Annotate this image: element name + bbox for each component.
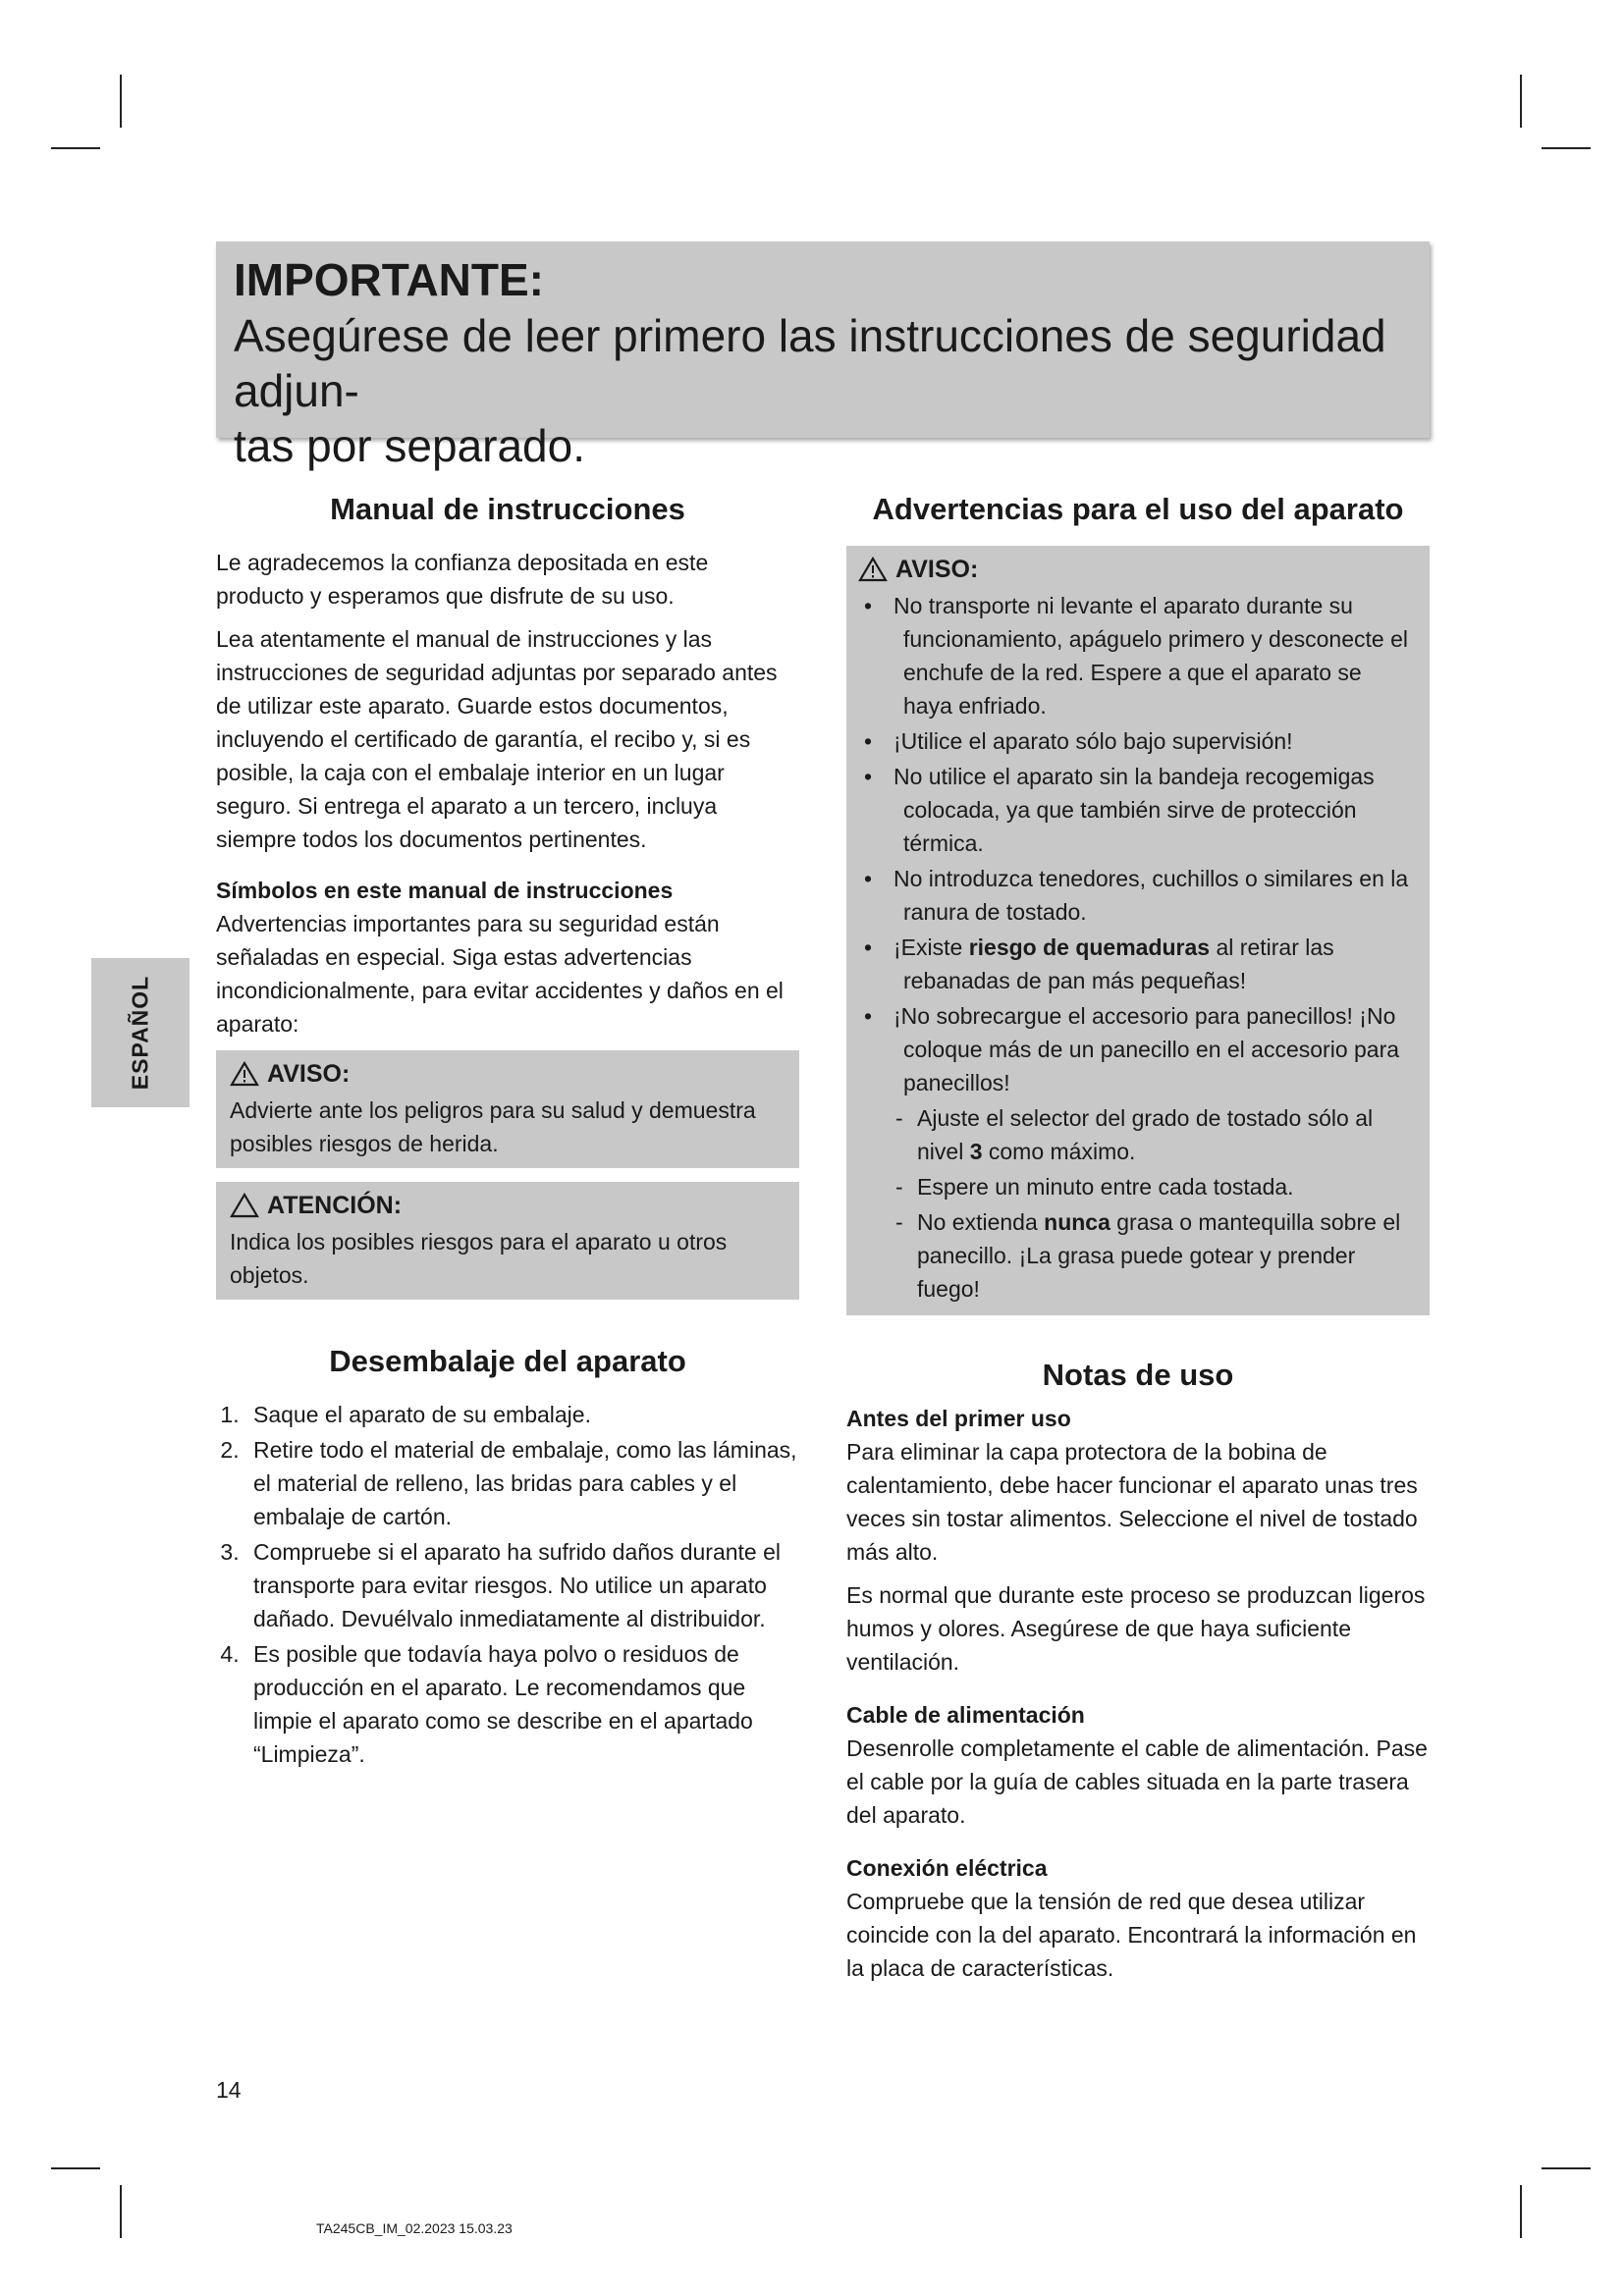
banner-line-1: Asegúrese de leer primero las instrucciones de seguridad adjun- [234, 310, 1386, 416]
crop-mark [1520, 75, 1522, 128]
list-item: 2. Retire todo el material de embalaje, como las láminas, el material de relleno, las bridas para cables y el embalaje de cartón. [245, 1433, 799, 1533]
banner-title: IMPORTANTE: [234, 254, 545, 305]
usage-warning-box [846, 546, 1430, 1315]
crop-mark [1520, 2185, 1522, 2238]
symbols-text: Advertencias importantes para su seguridad están señaladas en especial. Siga estas advertencias incondicionalmente, para evitar accidentes y daños en el aparato: [216, 911, 784, 1037]
atencion-box [216, 1182, 799, 1300]
connection-text: Compruebe que la tensión de red que desea utilizar coincide con la del aparato. Encontrará la información en la placa de características. [846, 1889, 1417, 1981]
crop-mark [51, 147, 100, 149]
list-item: • No utilice el aparato sin la bandeja recogemigas colocada, ya que también sirve de protección térmica. [854, 760, 1416, 860]
atencion-title: ATENCIÓN: [267, 1192, 403, 1219]
list-item: - No extienda nunca grasa o mantequilla sobre el panecillo. ¡La grasa puede gotear y prender fuego! [893, 1205, 1416, 1306]
crop-mark [1542, 2167, 1591, 2169]
list-item: • No transporte ni levante el aparato durante su funcionamiento, apáguelo primero y desconecte el enchufe de la red. Espere a que el aparato se haya enfriado. [854, 589, 1416, 722]
caution-icon [230, 1193, 259, 1218]
list-item: • ¡No sobrecargue el accesorio para panecillos! ¡No coloque más de un panecillo en el accesorio para panecillos! [854, 999, 1416, 1099]
aviso-text: Advierte ante los peligros para su salud y demuestra posibles riesgos de herida. [230, 1097, 756, 1156]
list-item: 3. Compruebe si el aparato ha sufrido daños durante el transporte para evitar riesgos. No utilice un aparato dañado. Devuélvalo inmediatamente al distribuidor. [245, 1535, 799, 1635]
list-item: - Espere un minuto entre cada tostada. [893, 1170, 1416, 1203]
warning-icon [858, 557, 888, 582]
page-number: 14 [216, 2077, 242, 2103]
intro-paragraph: Le agradecemos la confianza depositada en este producto y esperamos que disfrute de su uso. [216, 550, 709, 609]
list-item: 1. Saque el aparato de su embalaje. [245, 1398, 799, 1431]
language-tab-label: ESPAÑOL [127, 975, 153, 1091]
crop-mark [120, 2185, 122, 2238]
warning-list [854, 589, 1416, 1099]
list-item: • ¡Existe riesgo de quemaduras al retirar las rebanadas de pan más pequeñas! [854, 931, 1416, 997]
atencion-text: Indica los posibles riesgos para el aparato u otros objetos. [230, 1229, 728, 1288]
first-use-text-2: Es normal que durante este proceso se produzcan ligeros humos y olores. Asegúrese de que haya suficiente ventilación. [846, 1582, 1426, 1675]
cable-title: Cable de alimentación [846, 1702, 1085, 1728]
crop-mark [120, 75, 122, 128]
right-column [846, 483, 1430, 1995]
notes-title: Notas de uso [1042, 1358, 1234, 1392]
banner-line-2: tas por separado. [234, 420, 586, 471]
list-item: • No introduzca tenedores, cuchillos o similares en la ranura de tostado. [854, 862, 1416, 929]
important-banner [216, 241, 1430, 471]
symbols-title: Símbolos en este manual de instrucciones [216, 878, 674, 903]
list-item: • ¡Utilice el aparato sólo bajo supervisión! [854, 724, 1416, 758]
warnings-title: Advertencias para el uso del aparato [872, 492, 1404, 526]
unpack-list [216, 1398, 799, 1771]
list-item: 4. Es posible que todavía haya polvo o residuos de producción en el aparato. Le recomendamos que limpie el aparato como se describe en el apartado “Limpieza”. [245, 1637, 799, 1771]
warning-icon [230, 1061, 259, 1087]
crop-mark [1542, 147, 1591, 149]
aviso-title: AVISO: [895, 556, 979, 583]
language-tab [91, 958, 189, 1107]
rolls-sublist [854, 1101, 1416, 1306]
manual-title: Manual de instrucciones [330, 492, 685, 526]
connection-title: Conexión eléctrica [846, 1855, 1048, 1881]
unpack-title: Desembalaje del aparato [329, 1344, 686, 1378]
list-item: - Ajuste el selector del grado de tostado sólo al nivel 3 como máximo. [893, 1101, 1416, 1168]
aviso-box [216, 1050, 799, 1168]
first-use-title: Antes del primer uso [846, 1406, 1071, 1431]
aviso-title: AVISO: [267, 1060, 351, 1088]
cable-text: Desenrolle completamente el cable de alimentación. Pase el cable por la guía de cables situada en la parte trasera del aparato. [846, 1735, 1428, 1828]
crop-mark [51, 2167, 100, 2169]
left-column [216, 483, 799, 1773]
footer-code: TA245CB_IM_02.2023 15.03.23 [316, 2220, 513, 2236]
first-use-text-1: Para eliminar la capa protectora de la bobina de calentamiento, debe hacer funcionar el aparato unas tres veces sin tostar alimentos. Seleccione el nivel de tostado más alto. [846, 1439, 1418, 1565]
read-manual-paragraph: Lea atentamente el manual de instrucciones y las instrucciones de seguridad adjuntas por separado antes de utilizar este aparato. Guarde estos documentos, incluyendo el certificado de garantía, el recibo y, si es posible, la caja con el embalaje interior en un lugar seguro. Si entrega el aparato a un tercero, incluya siempre todos los documentos pertinentes. [216, 626, 778, 852]
